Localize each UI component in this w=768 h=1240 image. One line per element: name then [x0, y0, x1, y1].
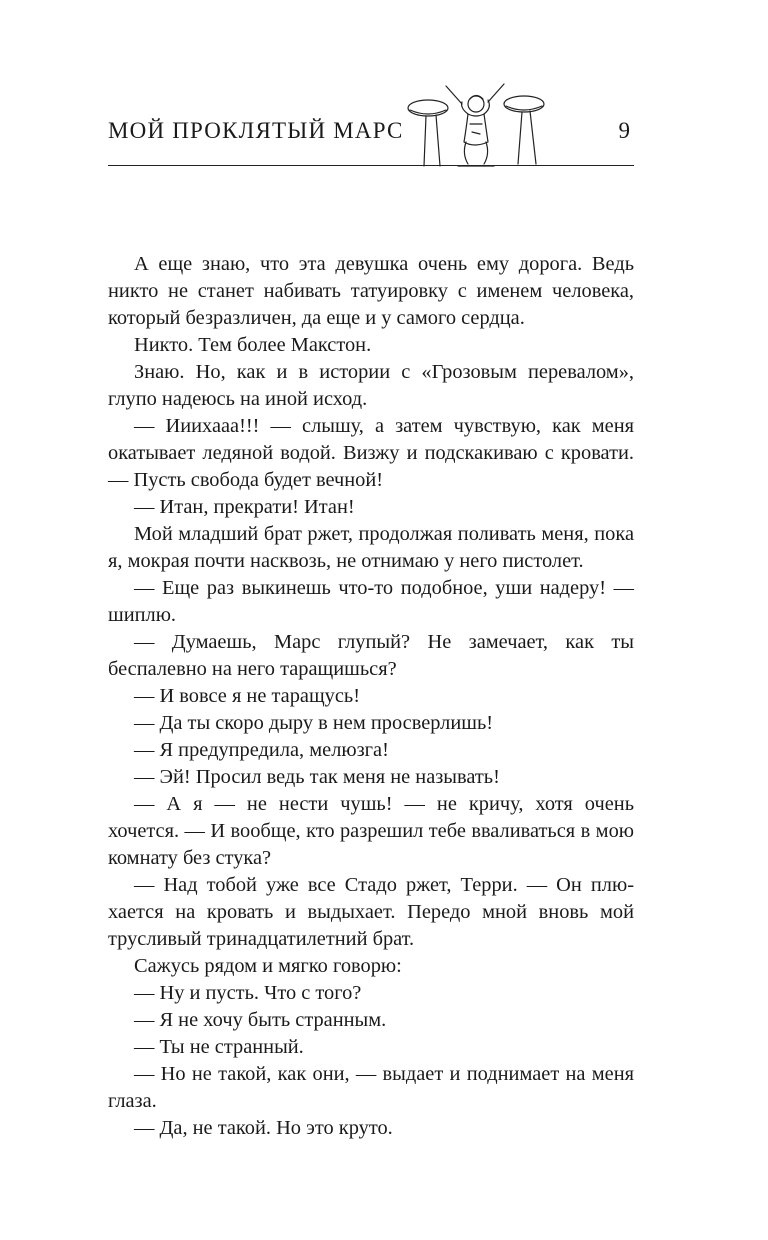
paragraph: — Ну и пусть. Что с того?: [134, 982, 362, 1004]
paragraph: — Я не хочу быть странным.: [134, 1009, 387, 1031]
running-title: МОЙ ПРОКЛЯТЫЙ МАРС: [108, 118, 404, 143]
paragraph: — Эй! Просил ведь так меня не называть!: [134, 766, 500, 788]
header-divider: [108, 165, 634, 166]
paragraph: — Думаешь, Марс глупый? Не замечает, как ты беспалевно на него таращишься?: [108, 631, 634, 680]
paragraph: Сажусь рядом и мягко говорю:: [134, 955, 402, 977]
drummer-with-cymbals-icon: [406, 78, 546, 170]
paragraph: — Над тобой уже все Стадо ржет, Терри. — Он плюхается на кровать и выдыхает. Передо мной вновь мой трусливый тринадцатилетний брат.: [108, 874, 634, 950]
paragraph: — Я предупредила, мелюзга!: [134, 739, 389, 761]
paragraph: — А я — не нести чушь! — не кричу, хотя очень хочется. — И вообще, кто разрешил тебе вваливаться в мою комнату без стука?: [108, 793, 634, 869]
paragraph: — Но не такой, как они, — выдает и поднимает на меня глаза.: [108, 1063, 634, 1112]
paragraph: — Да ты скоро дыру в нем просверлишь!: [134, 712, 494, 734]
paragraph: — Ты не странный.: [134, 1036, 304, 1058]
page-header: [108, 78, 634, 170]
page-number: 9: [618, 118, 630, 143]
paragraph: — И вовсе я не таращусь!: [134, 685, 360, 707]
paragraph: — Итан, прекрати! Итан!: [134, 496, 355, 518]
paragraph: Знаю. Но, как и в истории с «Грозовым перевалом», глупо надеюсь на иной исход.: [108, 361, 634, 410]
paragraph: — Да, не такой. Но это круто.: [134, 1117, 393, 1139]
body-text: [108, 251, 634, 1142]
paragraph: А еще знаю, что эта девушка очень ему дорога. Ведь никто не станет набивать татуировку с именем человека, который безразличен, да еще и у самого сердца.: [108, 253, 634, 329]
paragraph: Мой младший брат ржет, продолжая поливать меня, пока я, мокрая почти насквозь, не отнимаю у него пистолет.: [108, 523, 634, 572]
paragraph: — Ииихааа!!! — слышу, а затем чувствую, как меня окатывает ледяной водой. Визжу и подскакиваю с кровати. — Пусть свобода будет вечной!: [108, 415, 634, 491]
paragraph: — Еще раз выкинешь что-то подобное, уши надеру! — шиплю.: [108, 577, 634, 626]
paragraph: Никто. Тем более Макстон.: [134, 334, 372, 356]
